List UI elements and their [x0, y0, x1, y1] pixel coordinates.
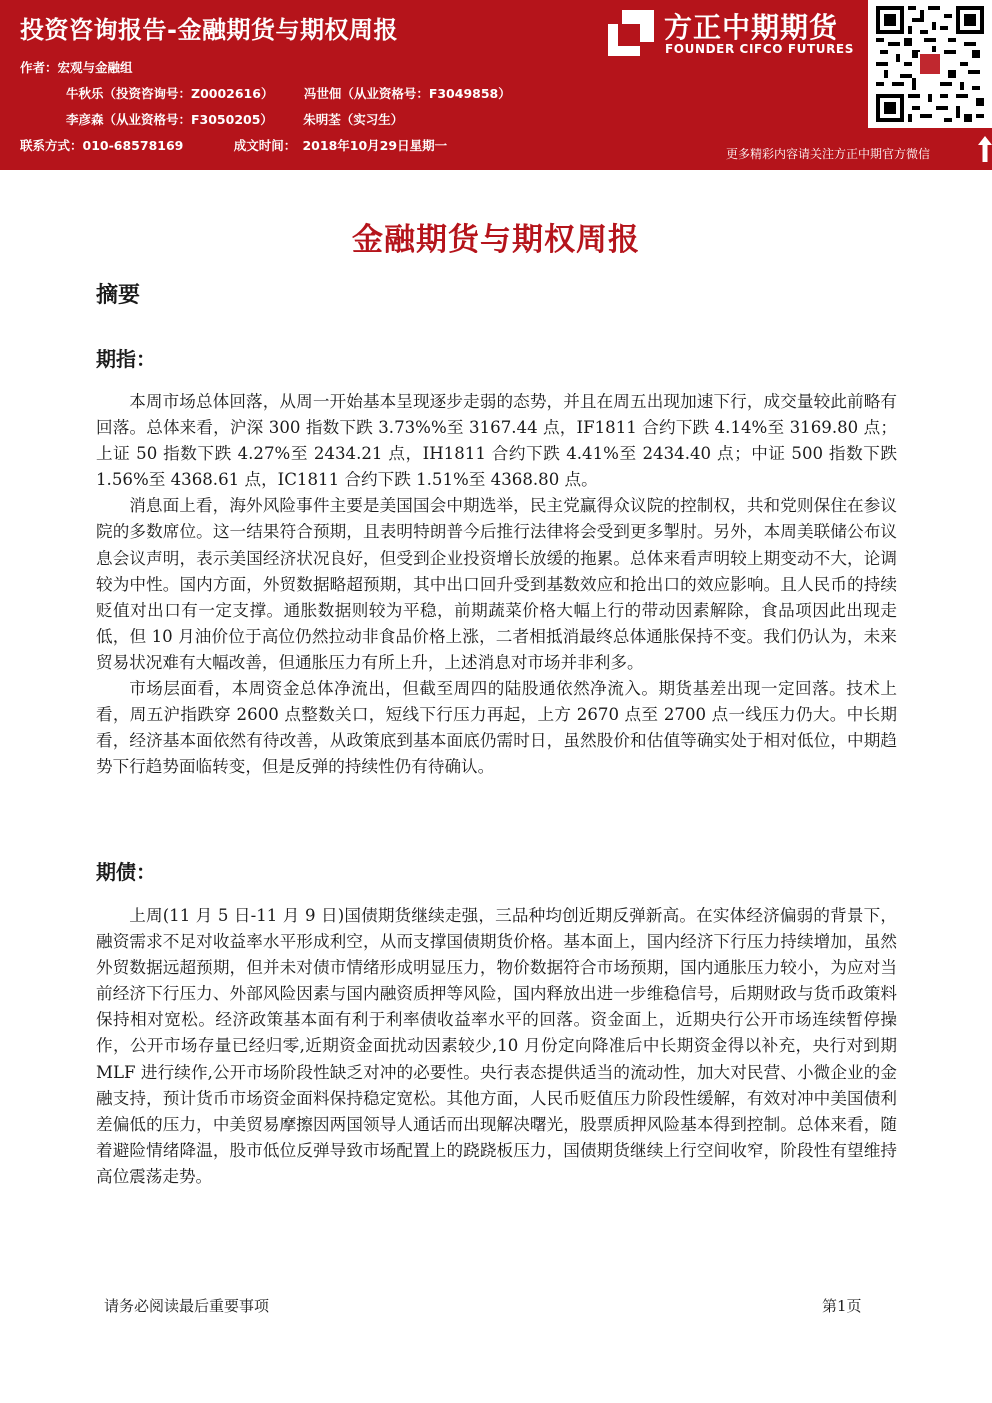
section-body-bond-futures [96, 903, 897, 1190]
paragraph: 本周市场总体回落，从周一开始基本呈现逐步走弱的态势，并且在周五出现加速下行，成交量较此前略有回落。总体来看，沪深 300 指数下跌 3.73%%至 3167.44 点，IF1811 合约下跌 4.14%至 3169.80 点；上证 50 指数下跌 4.27%至 2434.21 点，IH1811 合约下跌 4.41%至 2434.40 点；中证 500 指数下跌 1.56%至 4368.61 点，IC1811 合约下跌 1.51%至 4368.80 点。 [96, 392, 897, 490]
paragraph: 上周(11 月 5 日-11 月 9 日)国债期货继续走强，三品种均创近期反弹新高。在实体经济偏弱的背景下，融资需求不足对收益率水平形成利空，从而支撑国债期货价格。基本面上，国内经济下行压力持续增加，虽然外贸数据远超预期，但并未对债市情绪形成明显压力，物价数据符合市场预期，国内通胀压力较小，为应对当前经济下行压力、外部风险因素与国内融资质押等风险，国内释放出进一步维稳信号，后期财政与货币政策料保持相对宽松。经济政策基本面有利于利率债收益率水平的回落。资金面上，近期央行公开市场连续暂停操作，公开市场存量已经归零,近期资金面扰动因素较少,10 月份定向降准后中长期资金得以补充，央行对到期 MLF 进行续作,公开市场阶段性缺乏对冲的必要性。央行表态提供适当的流动性，加大对民营、小微企业的金融支持，预计货币市场资金面料保持稳定宽松。其他方面，人民币贬值压力阶段性缓解，有效对冲中美国债利差偏低的压力，中美贸易摩擦因两国领导人通话而出现解决曙光，股票质押风险基本得到控制。总体来看，随着避险情绪降温，股市低位反弹导致市场配置上的跷跷板压力，国债期货继续上行空间收窄，阶段性有望维持高位震荡走势。 [96, 906, 897, 1186]
section-body-index-futures [96, 389, 897, 780]
author-li: 李彦森（从业资格号：F3050205） [66, 112, 273, 127]
author-line-1 [66, 84, 537, 102]
logo-english-name: FOUNDER CIFCO FUTURES [665, 42, 854, 56]
wechat-follow-text: 更多精彩内容请关注方正中期官方微信 [726, 147, 931, 161]
abstract-heading: 摘要 [96, 283, 141, 308]
author-feng: 冯世佃（从业资格号：F3049858） [303, 86, 511, 101]
company-logo [608, 6, 860, 60]
contact-phone: 联系方式：010-68578169 [20, 138, 184, 153]
report-type-title: 投资咨询报告-金融期货与期权周报 [20, 16, 398, 44]
wechat-qr-code[interactable] [868, 0, 992, 128]
contact-date-line [20, 136, 473, 154]
author-zhu: 朱明荃（实习生） [303, 112, 404, 127]
up-arrow-icon [978, 136, 992, 162]
report-header [0, 0, 992, 170]
founder-logo-icon [608, 10, 654, 56]
section-heading-bond-futures: 期债： [96, 860, 156, 884]
document-title: 金融期货与期权周报 [352, 222, 640, 258]
paragraph: 消息面上看，海外风险事件主要是美国国会中期选举，民主党赢得众议院的控制权，共和党则保住在参议院的多数席位。这一结果符合预期，且表明特朗普今后推行法律将会受到更多掣肘。另外，本周美联储公布议息会议声明，表示美国经济状况良好，但受到企业投资增长放缓的拖累。总体来看声明较上期变动不大，论调较为中性。国内方面，外贸数据略超预期，其中出口回升受到基数效应和抢出口的效应影响。且人民币的持续贬值对出口有一定支撑。通胀数据则较为平稳，前期蔬菜价格大幅上行的带动因素解除，食品项因此出现走低，但 10 月油价位于高位仍然拉动非食品价格上涨，二者相抵消最终总体通胀保持不变。我们仍认为，未来贸易状况难有大幅改善，但通胀压力有所上升，上述消息对市场并非利多。 [96, 496, 897, 672]
report-date: 成文时间： 2018年10月29日星期一 [233, 138, 448, 153]
section-heading-index-futures: 期指： [96, 347, 156, 371]
logo-chinese-name: 方正中期期货 [664, 11, 839, 44]
page-number: 第1页 [822, 1297, 862, 1315]
author-line-group [20, 58, 159, 76]
qr-code-icon [876, 6, 984, 122]
author-line-2 [66, 110, 429, 128]
disclaimer-notice: 请务必阅读最后重要事项 [104, 1297, 270, 1315]
author-group: 作者：宏观与金融组 [20, 60, 133, 75]
author-niu: 牛秋乐（投资咨询号：Z0002616） [66, 86, 274, 101]
paragraph: 市场层面看，本周资金总体净流出，但截至周四的陆股通依然净流入。期货基差出现一定回落。技术上看，周五沪指跌穿 2600 点整数关口，短线下行压力再起，上方 2670 点至 2700 点一线压力仍大。中长期看，经济基本面依然有待改善，从政策底到基本面底仍需时日，虽然股价和估值等确实处于相对低位，中期趋势下行趋势面临转变，但是反弹的持续性仍有待确认。 [96, 679, 897, 777]
